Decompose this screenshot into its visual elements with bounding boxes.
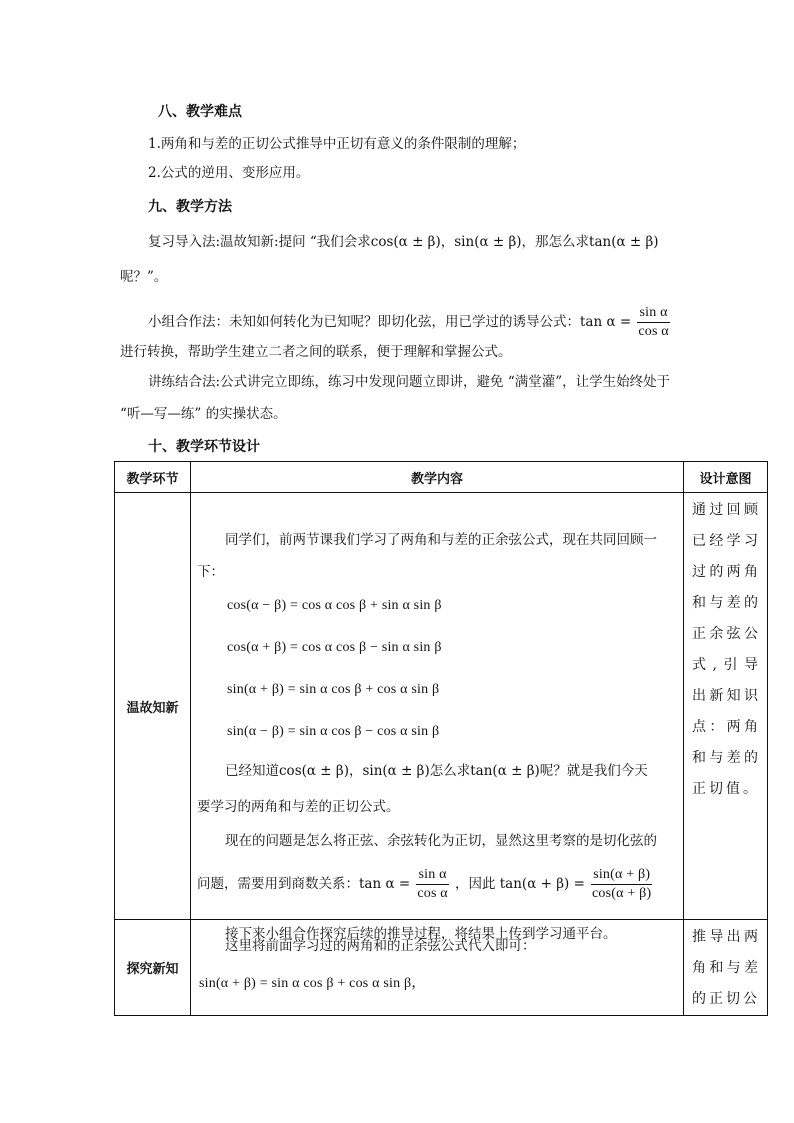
header-stage: 教学环节 <box>115 462 191 493</box>
review-known-line-1: 已经知道cos(α ± β)，sin(α ± β)怎么求tan(α ± β)呢？就是我们今天 <box>225 763 648 779</box>
header-content: 教学内容 <box>191 462 684 493</box>
formula-sin-sum: sin(α + β) = sin α cos β + cos α sin β <box>227 682 440 697</box>
table-row-review <box>115 493 768 920</box>
fraction-denominator: cos(α + β) <box>592 886 652 901</box>
method-group-line-2: 进行转换，帮助学生建立二者之间的联系，便于理解和掌握公式。 <box>120 344 512 360</box>
stage-review: 温故知新 <box>115 493 191 920</box>
problem-text: 问题，需要用到商数关系：tan α = <box>197 876 411 892</box>
intent-review: 通过回顾已经学习过的两角和与差的正余弦公式,引导出新知识点：两角和与差的正切值。 <box>684 493 768 920</box>
section-8-item-1: 1.两角和与差的正切公式推导中正切有意义的条件限制的理解； <box>148 136 526 152</box>
review-intro-line-1: 同学们，前两节课我们学习了两角和与差的正余弦公式，现在共同回顾一 <box>225 532 657 548</box>
formula-cos-diff: cos(α − β) = cos α cos β + sin α sin β <box>227 598 442 613</box>
tan-quotient-fraction <box>637 304 669 341</box>
section-10-heading: 十、教学环节设计 <box>148 439 260 455</box>
explore-formula-sin-sum: sin(α + β) = sin α cos β + cos α sin β， <box>199 976 426 991</box>
content-explore <box>191 920 684 1016</box>
lesson-design-table <box>114 461 768 1016</box>
formula-sin-diff: sin(α − β) = sin α cos β − cos α sin β <box>227 724 440 739</box>
fraction-numerator: sin α <box>416 866 448 885</box>
review-problem-line-1: 现在的问题是怎么将正弦、余弦转化为正切，显然这里考察的是切化弦的 <box>225 833 657 849</box>
method-group-text: 小组合作法：未知如何转化为已知呢？即切化弦，用已学过的诱导公式：tan α = <box>148 314 632 330</box>
fraction-numerator: sin(α + β) <box>591 866 652 885</box>
method-review-line-1: 复习导入法:温故知新:提问 “我们会求cos(α ± β)，sin(α ± β)，那怎么求tan(α ± β) <box>148 234 659 250</box>
header-intent: 设计意图 <box>684 462 768 493</box>
problem-therefore-text: ，因此 tan(α + β) = <box>454 876 585 892</box>
method-group-line-1 <box>148 304 788 341</box>
fraction-denominator: cos α <box>417 886 448 901</box>
intent-explore: 推导出两角和与差的正切公 <box>684 920 768 1016</box>
section-8-item-2: 2.公式的逆用、变形应用。 <box>148 165 310 181</box>
review-problem-line-2 <box>197 866 687 903</box>
stage-explore: 探究新知 <box>115 920 191 1016</box>
fraction-denominator: cos α <box>638 324 669 339</box>
review-next-line: 接下来小组合作探究后续的推导过程，将结果上传到学习通平台。 <box>225 926 617 942</box>
method-review-line-2: 呢？”。 <box>120 269 168 285</box>
formula-cos-sum: cos(α + β) = cos α cos β − sin α sin β <box>227 640 442 655</box>
tan-sum-fraction <box>591 866 652 903</box>
content-review <box>191 493 684 942</box>
method-practice-line-2: “听—写—练” 的实操状态。 <box>120 406 287 422</box>
section-8-heading: 八、教学难点 <box>158 104 242 120</box>
table-header-row <box>115 462 768 493</box>
review-intro-line-2: 下： <box>197 564 224 580</box>
section-9-heading: 九、教学方法 <box>148 199 232 215</box>
tan-alpha-fraction <box>416 866 448 903</box>
explore-line-1: 这里将前面学习过的两角和的正余弦公式代入即可： <box>225 938 536 954</box>
review-known-line-2: 要学习的两角和与差的正切公式。 <box>197 799 400 815</box>
fraction-numerator: sin α <box>637 304 669 323</box>
table-row-explore <box>115 920 768 1016</box>
method-practice-line-1: 讲练结合法:公式讲完立即练，练习中发现问题立即讲，避免 “满堂灌”，让学生始终处于 <box>148 374 671 390</box>
